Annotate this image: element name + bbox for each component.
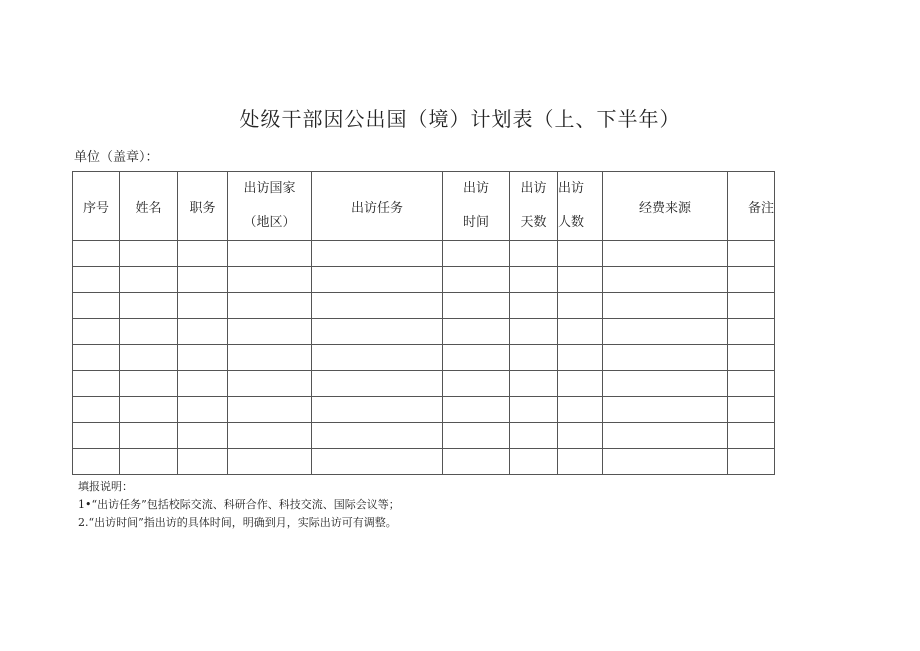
table-cell[interactable]	[603, 345, 728, 371]
table-cell[interactable]	[558, 345, 603, 371]
table-cell[interactable]	[603, 293, 728, 319]
table-cell[interactable]	[312, 371, 443, 397]
table-cell[interactable]	[558, 241, 603, 267]
table-cell[interactable]	[228, 397, 312, 423]
table-cell[interactable]	[178, 449, 228, 475]
table-cell[interactable]	[443, 345, 510, 371]
table-cell[interactable]	[178, 267, 228, 293]
table-cell[interactable]	[312, 397, 443, 423]
table-cell[interactable]	[228, 449, 312, 475]
table-row	[73, 241, 775, 267]
table-cell[interactable]	[510, 449, 558, 475]
table-cell[interactable]	[73, 319, 120, 345]
col-header-people-line2: 人数	[558, 215, 585, 230]
table-cell[interactable]	[443, 449, 510, 475]
table-cell[interactable]	[510, 397, 558, 423]
table-row	[73, 423, 775, 449]
table-cell[interactable]	[510, 293, 558, 319]
col-header-time	[443, 172, 510, 241]
table-cell[interactable]	[443, 319, 510, 345]
col-header-time-line2: 时间	[462, 215, 489, 230]
table-cell[interactable]	[728, 345, 775, 371]
table-cell[interactable]	[728, 423, 775, 449]
table-cell[interactable]	[73, 423, 120, 449]
table-cell[interactable]	[228, 293, 312, 319]
table-cell[interactable]	[510, 423, 558, 449]
table-cell[interactable]	[728, 293, 775, 319]
table-cell[interactable]	[228, 319, 312, 345]
col-header-name: 姓名	[120, 172, 178, 241]
note-item-1: 1•“出访任务”包括校际交流、科研合作、科技交流、国际会议等；	[78, 498, 400, 511]
col-header-days-line2: 天数	[520, 215, 547, 230]
table-cell[interactable]	[443, 241, 510, 267]
table-cell[interactable]	[603, 319, 728, 345]
table-cell[interactable]	[312, 293, 443, 319]
table-cell[interactable]	[312, 319, 443, 345]
plan-table	[72, 171, 775, 475]
document-title: 处级干部因公出国（境）计划表（上、下半年）	[239, 107, 681, 131]
table-cell[interactable]	[443, 371, 510, 397]
table-cell[interactable]	[312, 423, 443, 449]
col-header-days	[510, 172, 558, 241]
table-cell[interactable]	[312, 449, 443, 475]
table-cell[interactable]	[178, 397, 228, 423]
col-header-funding: 经费来源	[603, 172, 728, 241]
table-cell[interactable]	[120, 371, 178, 397]
table-cell[interactable]	[120, 397, 178, 423]
table-cell[interactable]	[603, 241, 728, 267]
table-cell[interactable]	[73, 397, 120, 423]
table-row	[73, 371, 775, 397]
table-cell[interactable]	[178, 293, 228, 319]
table-cell[interactable]	[443, 423, 510, 449]
table-row	[73, 319, 775, 345]
table-cell[interactable]	[120, 293, 178, 319]
col-header-days-line1: 出访	[520, 181, 547, 196]
table-cell[interactable]	[728, 371, 775, 397]
table-cell[interactable]	[603, 371, 728, 397]
table-cell[interactable]	[443, 267, 510, 293]
unit-seal-label: 单位（盖章）：	[74, 150, 159, 165]
table-cell[interactable]	[603, 267, 728, 293]
table-cell[interactable]	[73, 267, 120, 293]
table-cell[interactable]	[603, 397, 728, 423]
table-cell[interactable]	[603, 423, 728, 449]
col-header-time-line1: 出访	[462, 181, 489, 196]
table-cell[interactable]	[73, 449, 120, 475]
table-cell[interactable]	[510, 345, 558, 371]
table-cell[interactable]	[178, 241, 228, 267]
table-row	[73, 267, 775, 293]
col-header-position: 职务	[178, 172, 228, 241]
table-cell[interactable]	[73, 241, 120, 267]
table-cell[interactable]	[728, 319, 775, 345]
table-cell[interactable]	[73, 293, 120, 319]
table-cell[interactable]	[443, 397, 510, 423]
table-cell[interactable]	[558, 371, 603, 397]
table-cell[interactable]	[178, 345, 228, 371]
table-cell[interactable]	[178, 423, 228, 449]
table-cell[interactable]	[120, 423, 178, 449]
table-cell[interactable]	[120, 267, 178, 293]
table-cell[interactable]	[228, 423, 312, 449]
table-cell[interactable]	[510, 267, 558, 293]
table-body	[73, 241, 775, 475]
table-cell[interactable]	[228, 267, 312, 293]
table-cell[interactable]	[228, 241, 312, 267]
table-cell[interactable]	[558, 397, 603, 423]
col-header-task: 出访任务	[312, 172, 443, 241]
table-cell[interactable]	[312, 345, 443, 371]
table-cell[interactable]	[558, 319, 603, 345]
col-header-seq: 序号	[73, 172, 120, 241]
table-cell[interactable]	[603, 449, 728, 475]
table-cell[interactable]	[510, 241, 558, 267]
table-cell[interactable]	[558, 267, 603, 293]
table-cell[interactable]	[312, 241, 443, 267]
table-row	[73, 397, 775, 423]
table-cell[interactable]	[558, 293, 603, 319]
col-header-country-line1: 出访国家	[243, 181, 296, 196]
table-cell[interactable]	[120, 345, 178, 371]
table-row	[73, 293, 775, 319]
table-cell[interactable]	[228, 345, 312, 371]
col-header-country	[228, 172, 312, 241]
table-cell[interactable]	[120, 319, 178, 345]
table-cell[interactable]	[728, 241, 775, 267]
filling-notes	[78, 478, 400, 532]
table-cell[interactable]	[120, 449, 178, 475]
table-row	[73, 449, 775, 475]
table-cell[interactable]	[510, 319, 558, 345]
table-cell[interactable]	[443, 293, 510, 319]
table-cell[interactable]	[178, 371, 228, 397]
col-header-remarks: 备注	[728, 172, 775, 241]
col-header-country-line2: （地区）	[243, 215, 296, 230]
col-header-people	[558, 172, 603, 241]
table-row	[73, 345, 775, 371]
table-cell[interactable]	[558, 449, 603, 475]
table-cell[interactable]	[510, 371, 558, 397]
table-cell[interactable]	[728, 449, 775, 475]
table-cell[interactable]	[120, 241, 178, 267]
table-cell[interactable]	[73, 371, 120, 397]
table-cell[interactable]	[728, 267, 775, 293]
table-cell[interactable]	[228, 371, 312, 397]
table-cell[interactable]	[558, 423, 603, 449]
table-cell[interactable]	[73, 345, 120, 371]
col-header-people-line1: 出访	[558, 181, 585, 196]
note-item-2: 2.“出访时间”指出访的具体时间，明确到月，实际出访可有调整。	[78, 516, 397, 529]
table-cell[interactable]	[312, 267, 443, 293]
table-header-row	[73, 172, 775, 241]
table-cell[interactable]	[728, 397, 775, 423]
table-cell[interactable]	[178, 319, 228, 345]
notes-heading: 填报说明：	[78, 480, 133, 493]
